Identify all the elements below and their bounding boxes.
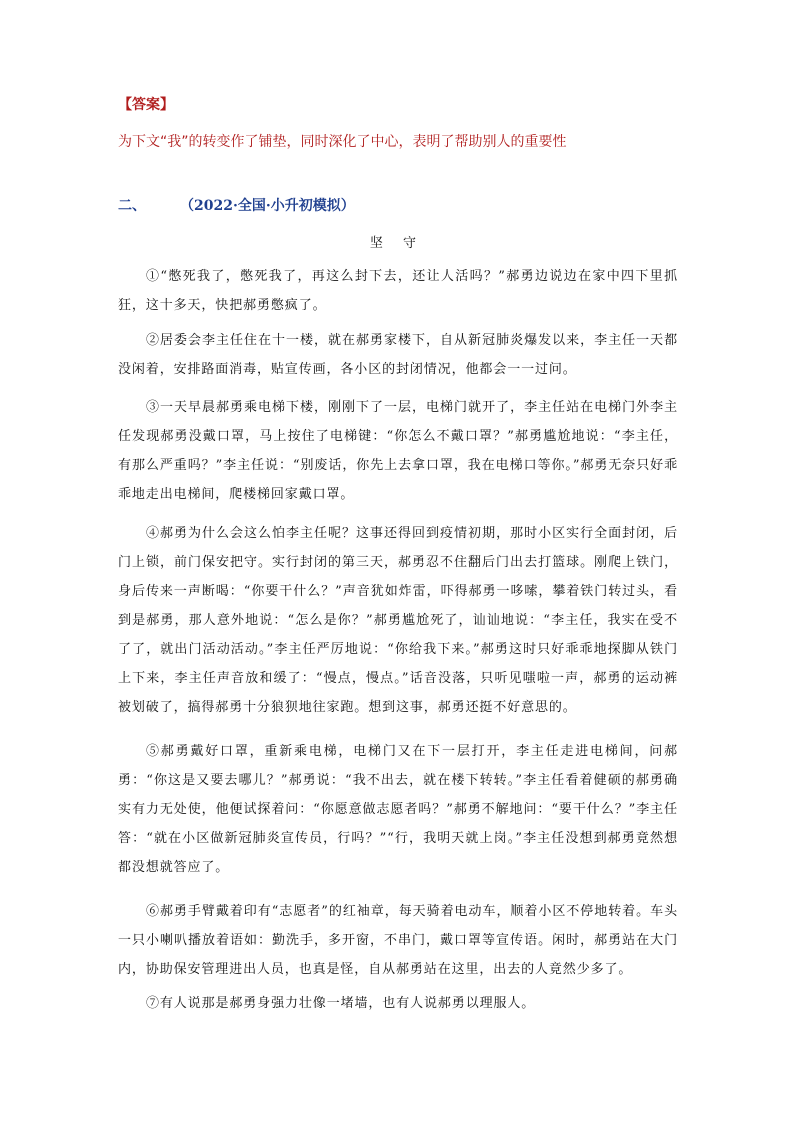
passage-paragraph-6: ⑥郝勇手臂戴着印有“志愿者”的红袖章，每天骑着电动车，顺着小区不停地转着。车头一只小喇叭播放着语如：勤洗手，多开窗，不串门，戴口罩等宣传语。闲时，郝勇站在大门内，协助保安管理进出人员，也真是怪，自从郝勇站在这里，出去的人竟然少多了。	[118, 904, 678, 977]
answer-text: 为下文“我”的转变作了铺垫，同时深化了中心，表明了帮助别人的重要性	[118, 134, 567, 150]
passage-paragraph-7: ⑦有人说那是郝勇身强力壮像一堵墙，也有人说郝勇以理服人。	[146, 996, 536, 1011]
question-header	[118, 195, 355, 215]
passage-paragraph-1: ①“憋死我了，憋死我了，再这么封下去，还让人活吗？”郝勇边说边在家中四下里抓狂，这十多天，快把郝勇憋疯了。	[118, 269, 678, 313]
question-source: （2022·全国·小升初模拟）	[180, 198, 355, 214]
passage-paragraph-2: ②居委会李主任住在十一楼，就在郝勇家楼下，自从新冠肺炎爆发以来，李主任一天都没闲着，安排路面消毒，贴宣传画，各小区的封闭情况，他都会一一过问。	[118, 333, 678, 377]
passage-paragraph-5: ⑤郝勇戴好口罩，重新乘电梯，电梯门又在下一层打开，李主任走进电梯间，问郝勇：“你这是又要去哪儿？”郝勇说：“我不出去，就在楼下转转。”李主任看着健硕的郝勇确实有力无处使，他便试探着问：“你愿意做志愿者吗？”郝勇不解地问：“要干什么？”李主任答：“就在小区做新冠肺炎宣传员，行吗？”“行，我明天就上岗。”李主任没想到郝勇竟然想都没想就答应了。	[118, 744, 678, 875]
answer-tag: 【答案】	[118, 97, 174, 113]
passage-paragraph-4: ④郝勇为什么会这么怕李主任呢？这事还得回到疫情初期，那时小区实行全面封闭，后门上锁，前门保安把守。实行封闭的第三天，郝勇忍不住翻后门出去打篮球。刚爬上铁门，身后传来一声断喝：“你要干什么？”声音犹如炸雷，吓得郝勇一哆嗦，攀着铁门转过头，看到是郝勇，那人意外地说：“怎么是你？”郝勇尴尬死了，讪讪地说：“李主任，我实在受不了了，就出门活动活动。”李主任严厉地说：“你给我下来。”郝勇这时只好乖乖地探脚从铁门上下来，李主任声音放和缓了：“慢点，慢点。”话音没落，只听见嗤啦一声，郝勇的运动裤被划破了，搞得郝勇十分狼狈地往家跑。想到这事，郝勇还挺不好意思的。	[118, 526, 678, 715]
passage-paragraph-3: ③一天早晨郝勇乘电梯下楼，刚刚下了一层，电梯门就开了，李主任站在电梯门外李主任发现郝勇没戴口罩，马上按住了电梯键：“你怎么不戴口罩？”郝勇尴尬地说：“李主任，有那么严重吗？”李主任说：“别废话，你先上去拿口罩，我在电梯口等你。”郝勇无奈只好乖乖地走出电梯间，爬楼梯回家戴口罩。	[118, 400, 678, 502]
question-number: 二、	[118, 198, 146, 214]
passage-title: 坚 守	[369, 236, 425, 251]
